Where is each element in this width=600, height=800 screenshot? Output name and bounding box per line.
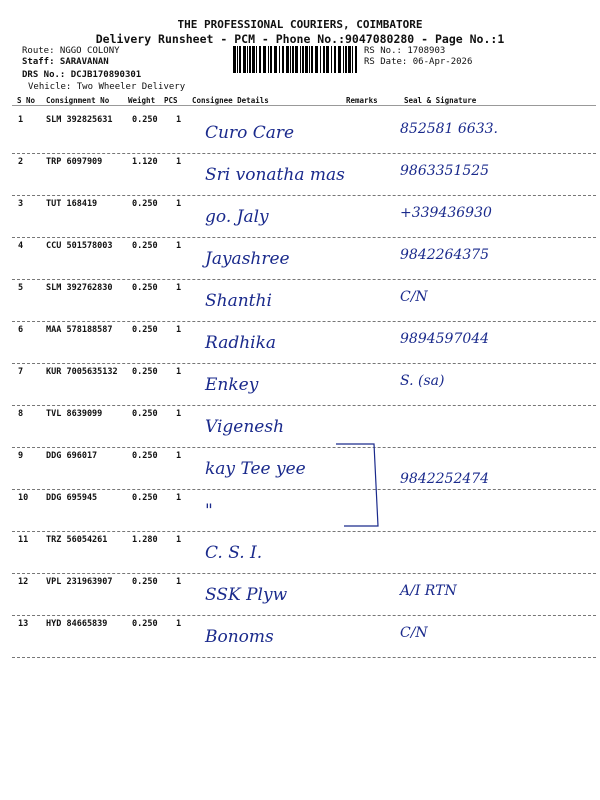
row-consignee-handwriting: Bonoms [205,627,274,647]
drs-number: DRS No.: DCJB170890301 [22,70,142,80]
row-pcs: 1 [176,451,182,461]
row-divider [12,447,596,448]
row-consignment: TRZ 56054261 [46,535,108,545]
row-pcs: 1 [176,367,182,377]
row-weight: 0.250 [132,493,158,503]
row-sno: 5 [18,283,24,293]
row-consignee-handwriting: go. Jaly [205,207,269,227]
row-signature: C/N [400,625,428,641]
row-weight: 0.250 [132,325,158,335]
row-weight: 1.120 [132,157,158,167]
row-weight: 0.250 [132,619,158,629]
row-consignee-handwriting: Enkey [205,375,259,395]
row-pcs: 1 [176,199,182,209]
header-divider [12,105,596,106]
row-consignee-handwriting: Vigenesh [205,417,285,437]
row-sno: 13 [18,619,29,629]
row-signature: 9842264375 [400,247,490,263]
row-pcs: 1 [176,493,182,503]
row-consignment: SLM 392762830 [46,283,113,293]
row-consignment: CCU 501578003 [46,241,113,251]
row-weight: 0.250 [132,241,158,251]
row-signature: 9894597044 [400,331,490,347]
row-signature: 852581 6633. [400,121,498,137]
row-sno: 9 [18,451,24,461]
bracket-mark [330,440,390,530]
row-consignee-handwriting: SSK Plyw [205,585,288,605]
row-consignee-handwriting: kay Tee yee [205,459,306,479]
row-consignment: TUT 168419 [46,199,98,209]
runsheet-subtitle: Delivery Runsheet - PCM - Phone No.:9047080280 - Page No.:1 [95,32,505,46]
row-pcs: 1 [176,619,182,629]
row-pcs: 1 [176,535,182,545]
row-sno: 8 [18,409,24,419]
row-pcs: 1 [176,115,182,125]
col-weight: Weight [128,96,156,105]
row-sno: 10 [18,493,29,503]
row-consignee-handwriting: Curo Care [205,123,295,143]
row-sno: 12 [18,577,29,587]
row-pcs: 1 [176,577,182,587]
staff-label: Staff: SARAVANAN [22,57,109,67]
row-divider [12,489,596,490]
col-consignment: Consignment No [46,96,110,105]
row-sno: 4 [18,241,24,251]
row-sno: 11 [18,535,29,545]
rs-number: RS No.: 1708903 [364,46,446,56]
row-consignee-handwriting: Jayashree [205,249,290,269]
col-sno: S No [17,96,36,105]
col-seal: Seal & Signature [404,96,477,105]
row-consignment: TVL 8639099 [46,409,103,419]
row-divider [12,195,596,196]
row-consignee-handwriting: Sri vonatha mas [205,165,345,185]
row-signature: 9863351525 [400,163,490,179]
row-divider [12,573,596,574]
row-divider [12,657,596,658]
row-consignment: HYD 84665839 [46,619,108,629]
route-label: Route: NGGO COLONY [22,46,120,56]
vehicle-label: Vehicle: Two Wheeler Delivery [28,82,186,92]
row-signature: A/I RTN [400,583,457,599]
row-divider [12,153,596,154]
row-consignment: DDG 695945 [46,493,98,503]
company-title: THE PROFESSIONAL COURIERS, COIMBATORE [177,18,423,31]
row-pcs: 1 [176,409,182,419]
row-consignment: MAA 578188587 [46,325,113,335]
row-weight: 0.250 [132,451,158,461]
row-divider [12,279,596,280]
row-divider [12,405,596,406]
row-divider [12,363,596,364]
row-pcs: 1 [176,283,182,293]
row-divider [12,321,596,322]
rs-date: RS Date: 06-Apr-2026 [364,57,473,67]
row-weight: 0.250 [132,577,158,587]
row-signature: +339436930 [400,205,492,221]
row-consignment: SLM 392825631 [46,115,113,125]
row-consignment: VPL 231963907 [46,577,113,587]
row-sno: 3 [18,199,24,209]
row-consignment: KUR 7005635132 [46,367,118,377]
row-consignment: TRP 6097909 [46,157,103,167]
row-sno: 1 [18,115,24,125]
row-divider [12,615,596,616]
row-weight: 0.250 [132,283,158,293]
row-sno: 7 [18,367,24,377]
col-pcs: PCS [164,96,178,105]
row-pcs: 1 [176,241,182,251]
row-consignee-handwriting: Shanthi [205,291,272,311]
row-sno: 2 [18,157,24,167]
row-weight: 0.250 [132,367,158,377]
row-divider [12,237,596,238]
row-signature: C/N [400,289,428,305]
row-consignee-handwriting: Radhika [205,333,277,353]
row-weight: 0.250 [132,409,158,419]
row-consignee-handwriting: C. S. I. [205,543,263,563]
row-pcs: 1 [176,157,182,167]
row-pcs: 1 [176,325,182,335]
row-signature: 9842252474 [400,471,490,487]
col-consignee: Consignee Details [192,96,269,105]
row-weight: 1.280 [132,535,158,545]
row-signature: S. (sa) [400,373,445,389]
row-divider [12,531,596,532]
row-weight: 0.250 [132,199,158,209]
row-weight: 0.250 [132,115,158,125]
col-remarks: Remarks [346,96,378,105]
row-sno: 6 [18,325,24,335]
barcode-image [233,46,359,73]
row-consignment: DDG 696017 [46,451,98,461]
row-consignee-handwriting: " [205,501,213,521]
